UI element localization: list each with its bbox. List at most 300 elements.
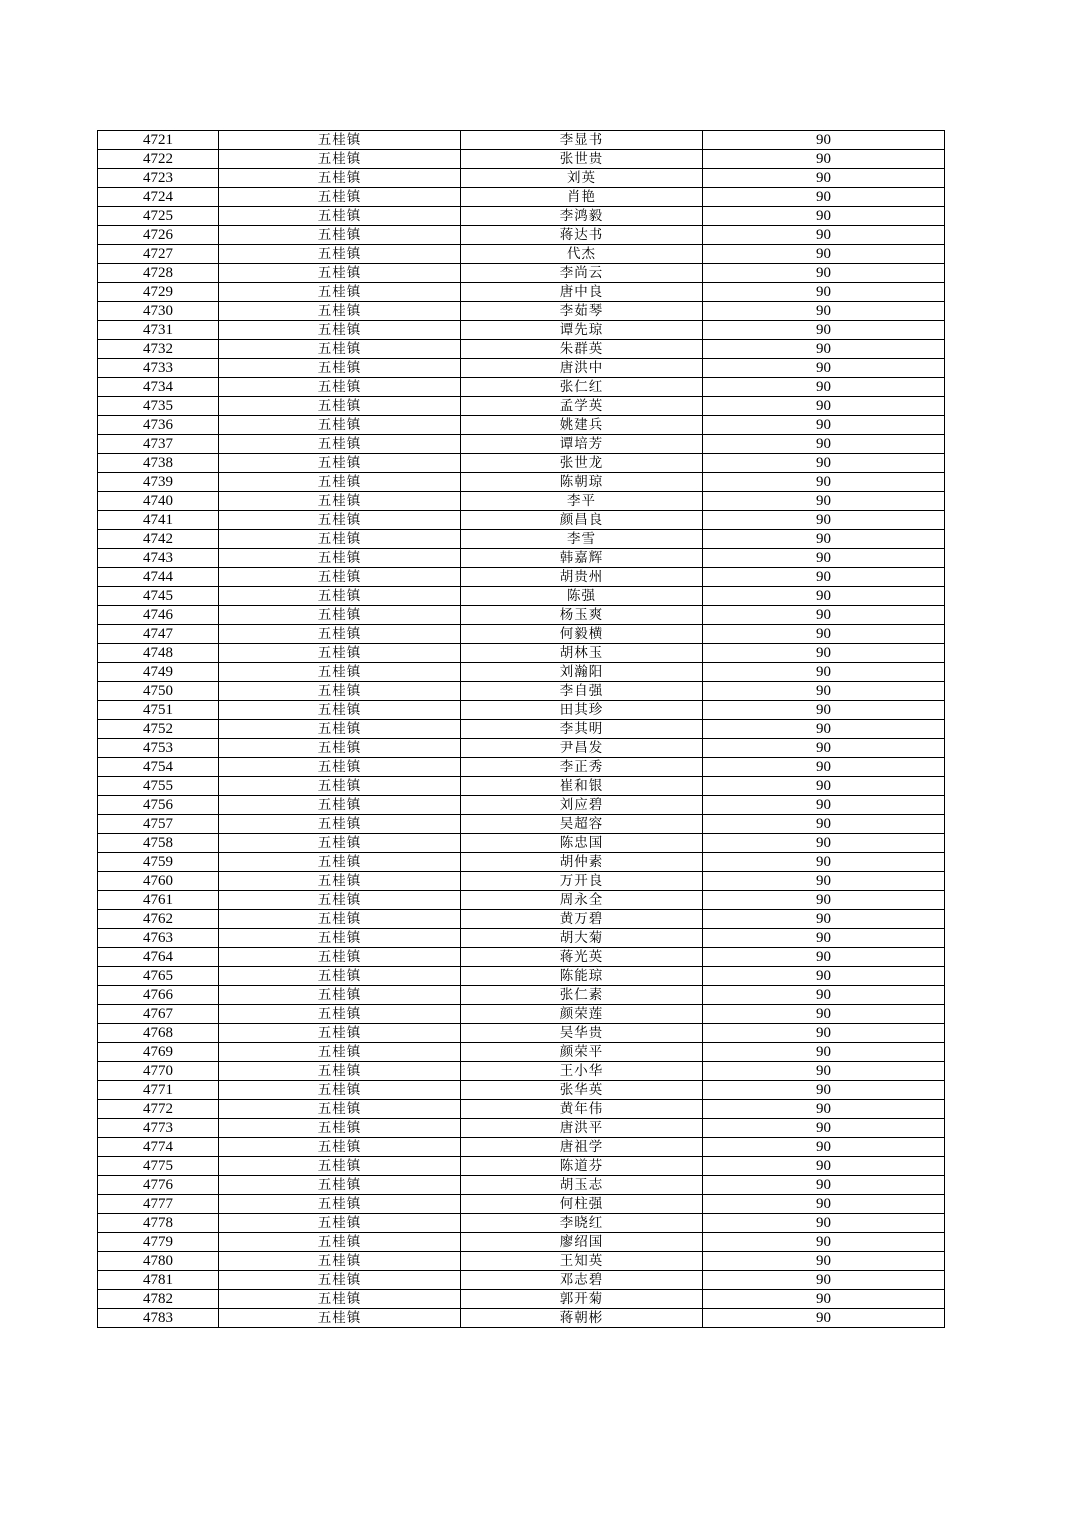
score-cell: 90 <box>703 416 945 435</box>
row-number-cell: 4757 <box>98 815 219 834</box>
name-cell: 胡仲素 <box>461 853 703 872</box>
row-number-cell: 4769 <box>98 1043 219 1062</box>
row-number-cell: 4762 <box>98 910 219 929</box>
score-cell: 90 <box>703 1100 945 1119</box>
table-row <box>98 321 945 340</box>
table-row <box>98 1309 945 1328</box>
score-cell: 90 <box>703 891 945 910</box>
score-cell: 90 <box>703 625 945 644</box>
score-cell: 90 <box>703 1176 945 1195</box>
table-row <box>98 834 945 853</box>
table-row <box>98 910 945 929</box>
name-cell: 王知英 <box>461 1252 703 1271</box>
name-cell: 王小华 <box>461 1062 703 1081</box>
town-cell: 五桂镇 <box>219 948 461 967</box>
name-cell: 唐洪中 <box>461 359 703 378</box>
table-row <box>98 929 945 948</box>
name-cell: 刘英 <box>461 169 703 188</box>
town-cell: 五桂镇 <box>219 302 461 321</box>
town-cell: 五桂镇 <box>219 416 461 435</box>
row-number-cell: 4770 <box>98 1062 219 1081</box>
score-cell: 90 <box>703 967 945 986</box>
score-cell: 90 <box>703 1138 945 1157</box>
row-number-cell: 4736 <box>98 416 219 435</box>
score-cell: 90 <box>703 606 945 625</box>
town-cell: 五桂镇 <box>219 1081 461 1100</box>
table-row <box>98 1119 945 1138</box>
town-cell: 五桂镇 <box>219 549 461 568</box>
name-cell: 尹昌发 <box>461 739 703 758</box>
row-number-cell: 4780 <box>98 1252 219 1271</box>
name-cell: 孟学英 <box>461 397 703 416</box>
town-cell: 五桂镇 <box>219 207 461 226</box>
name-cell: 颜昌良 <box>461 511 703 530</box>
row-number-cell: 4743 <box>98 549 219 568</box>
name-cell: 刘瀚阳 <box>461 663 703 682</box>
name-cell: 何柱强 <box>461 1195 703 1214</box>
table-row <box>98 701 945 720</box>
table-row <box>98 340 945 359</box>
town-cell: 五桂镇 <box>219 1100 461 1119</box>
row-number-cell: 4746 <box>98 606 219 625</box>
score-cell: 90 <box>703 853 945 872</box>
score-cell: 90 <box>703 473 945 492</box>
table-row <box>98 1062 945 1081</box>
name-cell: 陈朝琼 <box>461 473 703 492</box>
table-row <box>98 872 945 891</box>
score-cell: 90 <box>703 150 945 169</box>
row-number-cell: 4760 <box>98 872 219 891</box>
score-cell: 90 <box>703 321 945 340</box>
town-cell: 五桂镇 <box>219 1195 461 1214</box>
score-cell: 90 <box>703 910 945 929</box>
score-cell: 90 <box>703 530 945 549</box>
score-cell: 90 <box>703 948 945 967</box>
row-number-cell: 4772 <box>98 1100 219 1119</box>
town-cell: 五桂镇 <box>219 1309 461 1328</box>
table-row <box>98 1138 945 1157</box>
table-row <box>98 549 945 568</box>
town-cell: 五桂镇 <box>219 321 461 340</box>
table-row <box>98 245 945 264</box>
town-cell: 五桂镇 <box>219 1290 461 1309</box>
score-cell: 90 <box>703 207 945 226</box>
score-cell: 90 <box>703 834 945 853</box>
table-row <box>98 1290 945 1309</box>
name-cell: 陈能琼 <box>461 967 703 986</box>
score-cell: 90 <box>703 644 945 663</box>
town-cell: 五桂镇 <box>219 131 461 150</box>
row-number-cell: 4765 <box>98 967 219 986</box>
row-number-cell: 4744 <box>98 568 219 587</box>
score-cell: 90 <box>703 986 945 1005</box>
table-row <box>98 1252 945 1271</box>
town-cell: 五桂镇 <box>219 359 461 378</box>
name-cell: 蒋光英 <box>461 948 703 967</box>
score-cell: 90 <box>703 245 945 264</box>
name-cell: 黄年伟 <box>461 1100 703 1119</box>
records-table-body <box>98 131 945 1328</box>
town-cell: 五桂镇 <box>219 834 461 853</box>
town-cell: 五桂镇 <box>219 853 461 872</box>
town-cell: 五桂镇 <box>219 340 461 359</box>
score-cell: 90 <box>703 359 945 378</box>
name-cell: 吴华贵 <box>461 1024 703 1043</box>
table-row <box>98 682 945 701</box>
town-cell: 五桂镇 <box>219 682 461 701</box>
row-number-cell: 4722 <box>98 150 219 169</box>
town-cell: 五桂镇 <box>219 454 461 473</box>
name-cell: 代杰 <box>461 245 703 264</box>
name-cell: 韩嘉辉 <box>461 549 703 568</box>
row-number-cell: 4774 <box>98 1138 219 1157</box>
score-cell: 90 <box>703 1081 945 1100</box>
row-number-cell: 4738 <box>98 454 219 473</box>
town-cell: 五桂镇 <box>219 226 461 245</box>
table-row <box>98 967 945 986</box>
score-cell: 90 <box>703 302 945 321</box>
row-number-cell: 4732 <box>98 340 219 359</box>
town-cell: 五桂镇 <box>219 1214 461 1233</box>
score-cell: 90 <box>703 435 945 454</box>
score-cell: 90 <box>703 777 945 796</box>
row-number-cell: 4776 <box>98 1176 219 1195</box>
table-row <box>98 359 945 378</box>
row-number-cell: 4753 <box>98 739 219 758</box>
table-row <box>98 131 945 150</box>
row-number-cell: 4758 <box>98 834 219 853</box>
town-cell: 五桂镇 <box>219 530 461 549</box>
name-cell: 吴超容 <box>461 815 703 834</box>
table-row <box>98 283 945 302</box>
table-row <box>98 416 945 435</box>
row-number-cell: 4778 <box>98 1214 219 1233</box>
name-cell: 李平 <box>461 492 703 511</box>
name-cell: 廖绍国 <box>461 1233 703 1252</box>
row-number-cell: 4773 <box>98 1119 219 1138</box>
town-cell: 五桂镇 <box>219 739 461 758</box>
row-number-cell: 4740 <box>98 492 219 511</box>
row-number-cell: 4750 <box>98 682 219 701</box>
town-cell: 五桂镇 <box>219 492 461 511</box>
town-cell: 五桂镇 <box>219 796 461 815</box>
score-cell: 90 <box>703 758 945 777</box>
name-cell: 张仁素 <box>461 986 703 1005</box>
name-cell: 刘应碧 <box>461 796 703 815</box>
name-cell: 张仁红 <box>461 378 703 397</box>
name-cell: 张世龙 <box>461 454 703 473</box>
score-cell: 90 <box>703 1290 945 1309</box>
row-number-cell: 4739 <box>98 473 219 492</box>
table-row <box>98 625 945 644</box>
town-cell: 五桂镇 <box>219 1043 461 1062</box>
table-row <box>98 644 945 663</box>
row-number-cell: 4741 <box>98 511 219 530</box>
table-row <box>98 853 945 872</box>
score-cell: 90 <box>703 1119 945 1138</box>
score-cell: 90 <box>703 492 945 511</box>
name-cell: 颜荣莲 <box>461 1005 703 1024</box>
score-cell: 90 <box>703 264 945 283</box>
name-cell: 唐中良 <box>461 283 703 302</box>
row-number-cell: 4764 <box>98 948 219 967</box>
row-number-cell: 4754 <box>98 758 219 777</box>
table-row <box>98 948 945 967</box>
town-cell: 五桂镇 <box>219 625 461 644</box>
name-cell: 李尚云 <box>461 264 703 283</box>
score-cell: 90 <box>703 796 945 815</box>
town-cell: 五桂镇 <box>219 1024 461 1043</box>
name-cell: 张世贵 <box>461 150 703 169</box>
town-cell: 五桂镇 <box>219 283 461 302</box>
score-cell: 90 <box>703 283 945 302</box>
town-cell: 五桂镇 <box>219 587 461 606</box>
table-row <box>98 606 945 625</box>
town-cell: 五桂镇 <box>219 929 461 948</box>
row-number-cell: 4726 <box>98 226 219 245</box>
name-cell: 陈忠国 <box>461 834 703 853</box>
row-number-cell: 4759 <box>98 853 219 872</box>
row-number-cell: 4775 <box>98 1157 219 1176</box>
row-number-cell: 4742 <box>98 530 219 549</box>
town-cell: 五桂镇 <box>219 872 461 891</box>
town-cell: 五桂镇 <box>219 606 461 625</box>
row-number-cell: 4756 <box>98 796 219 815</box>
score-cell: 90 <box>703 1309 945 1328</box>
table-row <box>98 815 945 834</box>
name-cell: 李晓红 <box>461 1214 703 1233</box>
name-cell: 李其明 <box>461 720 703 739</box>
name-cell: 周永全 <box>461 891 703 910</box>
score-cell: 90 <box>703 1195 945 1214</box>
town-cell: 五桂镇 <box>219 986 461 1005</box>
table-row <box>98 1081 945 1100</box>
score-cell: 90 <box>703 1024 945 1043</box>
name-cell: 陈强 <box>461 587 703 606</box>
name-cell: 何毅横 <box>461 625 703 644</box>
town-cell: 五桂镇 <box>219 1271 461 1290</box>
table-row <box>98 568 945 587</box>
row-number-cell: 4763 <box>98 929 219 948</box>
table-row <box>98 777 945 796</box>
score-cell: 90 <box>703 815 945 834</box>
town-cell: 五桂镇 <box>219 701 461 720</box>
row-number-cell: 4730 <box>98 302 219 321</box>
score-cell: 90 <box>703 568 945 587</box>
table-row <box>98 663 945 682</box>
name-cell: 郭开菊 <box>461 1290 703 1309</box>
score-cell: 90 <box>703 929 945 948</box>
name-cell: 胡贵州 <box>461 568 703 587</box>
town-cell: 五桂镇 <box>219 397 461 416</box>
name-cell: 田其珍 <box>461 701 703 720</box>
row-number-cell: 4731 <box>98 321 219 340</box>
town-cell: 五桂镇 <box>219 188 461 207</box>
score-cell: 90 <box>703 397 945 416</box>
table-row <box>98 378 945 397</box>
town-cell: 五桂镇 <box>219 568 461 587</box>
row-number-cell: 4779 <box>98 1233 219 1252</box>
score-cell: 90 <box>703 454 945 473</box>
town-cell: 五桂镇 <box>219 1176 461 1195</box>
town-cell: 五桂镇 <box>219 150 461 169</box>
row-number-cell: 4724 <box>98 188 219 207</box>
town-cell: 五桂镇 <box>219 473 461 492</box>
table-row <box>98 1100 945 1119</box>
town-cell: 五桂镇 <box>219 720 461 739</box>
town-cell: 五桂镇 <box>219 777 461 796</box>
score-cell: 90 <box>703 872 945 891</box>
name-cell: 崔和银 <box>461 777 703 796</box>
name-cell: 黄万碧 <box>461 910 703 929</box>
score-cell: 90 <box>703 701 945 720</box>
score-cell: 90 <box>703 1005 945 1024</box>
town-cell: 五桂镇 <box>219 891 461 910</box>
score-cell: 90 <box>703 131 945 150</box>
table-row <box>98 720 945 739</box>
name-cell: 张华英 <box>461 1081 703 1100</box>
score-cell: 90 <box>703 226 945 245</box>
row-number-cell: 4735 <box>98 397 219 416</box>
name-cell: 唐洪平 <box>461 1119 703 1138</box>
name-cell: 李显书 <box>461 131 703 150</box>
name-cell: 万开良 <box>461 872 703 891</box>
table-row <box>98 1157 945 1176</box>
name-cell: 蒋朝彬 <box>461 1309 703 1328</box>
row-number-cell: 4777 <box>98 1195 219 1214</box>
name-cell: 谭先琼 <box>461 321 703 340</box>
town-cell: 五桂镇 <box>219 1062 461 1081</box>
table-row <box>98 473 945 492</box>
row-number-cell: 4748 <box>98 644 219 663</box>
row-number-cell: 4721 <box>98 131 219 150</box>
score-cell: 90 <box>703 169 945 188</box>
table-row <box>98 587 945 606</box>
table-row <box>98 796 945 815</box>
town-cell: 五桂镇 <box>219 1157 461 1176</box>
table-row <box>98 1176 945 1195</box>
town-cell: 五桂镇 <box>219 758 461 777</box>
score-cell: 90 <box>703 663 945 682</box>
score-cell: 90 <box>703 511 945 530</box>
row-number-cell: 4747 <box>98 625 219 644</box>
town-cell: 五桂镇 <box>219 1119 461 1138</box>
row-number-cell: 4733 <box>98 359 219 378</box>
row-number-cell: 4728 <box>98 264 219 283</box>
table-row <box>98 226 945 245</box>
table-row <box>98 492 945 511</box>
score-cell: 90 <box>703 549 945 568</box>
name-cell: 谭培芳 <box>461 435 703 454</box>
score-cell: 90 <box>703 1233 945 1252</box>
table-row <box>98 264 945 283</box>
town-cell: 五桂镇 <box>219 1233 461 1252</box>
score-cell: 90 <box>703 378 945 397</box>
name-cell: 邓志碧 <box>461 1271 703 1290</box>
row-number-cell: 4783 <box>98 1309 219 1328</box>
score-cell: 90 <box>703 1252 945 1271</box>
score-cell: 90 <box>703 1062 945 1081</box>
table-row <box>98 1024 945 1043</box>
table-row <box>98 739 945 758</box>
row-number-cell: 4781 <box>98 1271 219 1290</box>
town-cell: 五桂镇 <box>219 378 461 397</box>
table-row <box>98 1214 945 1233</box>
town-cell: 五桂镇 <box>219 1005 461 1024</box>
name-cell: 朱群英 <box>461 340 703 359</box>
table-row <box>98 435 945 454</box>
score-cell: 90 <box>703 1043 945 1062</box>
score-cell: 90 <box>703 1157 945 1176</box>
row-number-cell: 4767 <box>98 1005 219 1024</box>
table-row <box>98 188 945 207</box>
town-cell: 五桂镇 <box>219 169 461 188</box>
table-row <box>98 397 945 416</box>
score-cell: 90 <box>703 720 945 739</box>
row-number-cell: 4752 <box>98 720 219 739</box>
name-cell: 李鸿毅 <box>461 207 703 226</box>
name-cell: 李正秀 <box>461 758 703 777</box>
name-cell: 杨玉爽 <box>461 606 703 625</box>
row-number-cell: 4768 <box>98 1024 219 1043</box>
row-number-cell: 4729 <box>98 283 219 302</box>
score-cell: 90 <box>703 188 945 207</box>
row-number-cell: 4755 <box>98 777 219 796</box>
town-cell: 五桂镇 <box>219 1252 461 1271</box>
town-cell: 五桂镇 <box>219 264 461 283</box>
town-cell: 五桂镇 <box>219 245 461 264</box>
table-row <box>98 1005 945 1024</box>
row-number-cell: 4734 <box>98 378 219 397</box>
row-number-cell: 4749 <box>98 663 219 682</box>
town-cell: 五桂镇 <box>219 663 461 682</box>
name-cell: 姚建兵 <box>461 416 703 435</box>
name-cell: 胡大菊 <box>461 929 703 948</box>
score-cell: 90 <box>703 739 945 758</box>
town-cell: 五桂镇 <box>219 435 461 454</box>
table-row <box>98 150 945 169</box>
row-number-cell: 4725 <box>98 207 219 226</box>
table-row <box>98 169 945 188</box>
score-cell: 90 <box>703 1214 945 1233</box>
table-row <box>98 454 945 473</box>
town-cell: 五桂镇 <box>219 910 461 929</box>
name-cell: 陈道芬 <box>461 1157 703 1176</box>
score-cell: 90 <box>703 682 945 701</box>
score-cell: 90 <box>703 340 945 359</box>
town-cell: 五桂镇 <box>219 815 461 834</box>
name-cell: 肖艳 <box>461 188 703 207</box>
town-cell: 五桂镇 <box>219 1138 461 1157</box>
row-number-cell: 4771 <box>98 1081 219 1100</box>
row-number-cell: 4782 <box>98 1290 219 1309</box>
table-row <box>98 986 945 1005</box>
table-row <box>98 530 945 549</box>
row-number-cell: 4745 <box>98 587 219 606</box>
name-cell: 李茹琴 <box>461 302 703 321</box>
row-number-cell: 4751 <box>98 701 219 720</box>
table-row <box>98 207 945 226</box>
table-row <box>98 891 945 910</box>
score-cell: 90 <box>703 587 945 606</box>
name-cell: 唐祖学 <box>461 1138 703 1157</box>
table-row <box>98 302 945 321</box>
name-cell: 李雪 <box>461 530 703 549</box>
records-table <box>97 130 945 1328</box>
table-row <box>98 511 945 530</box>
name-cell: 胡玉志 <box>461 1176 703 1195</box>
row-number-cell: 4727 <box>98 245 219 264</box>
